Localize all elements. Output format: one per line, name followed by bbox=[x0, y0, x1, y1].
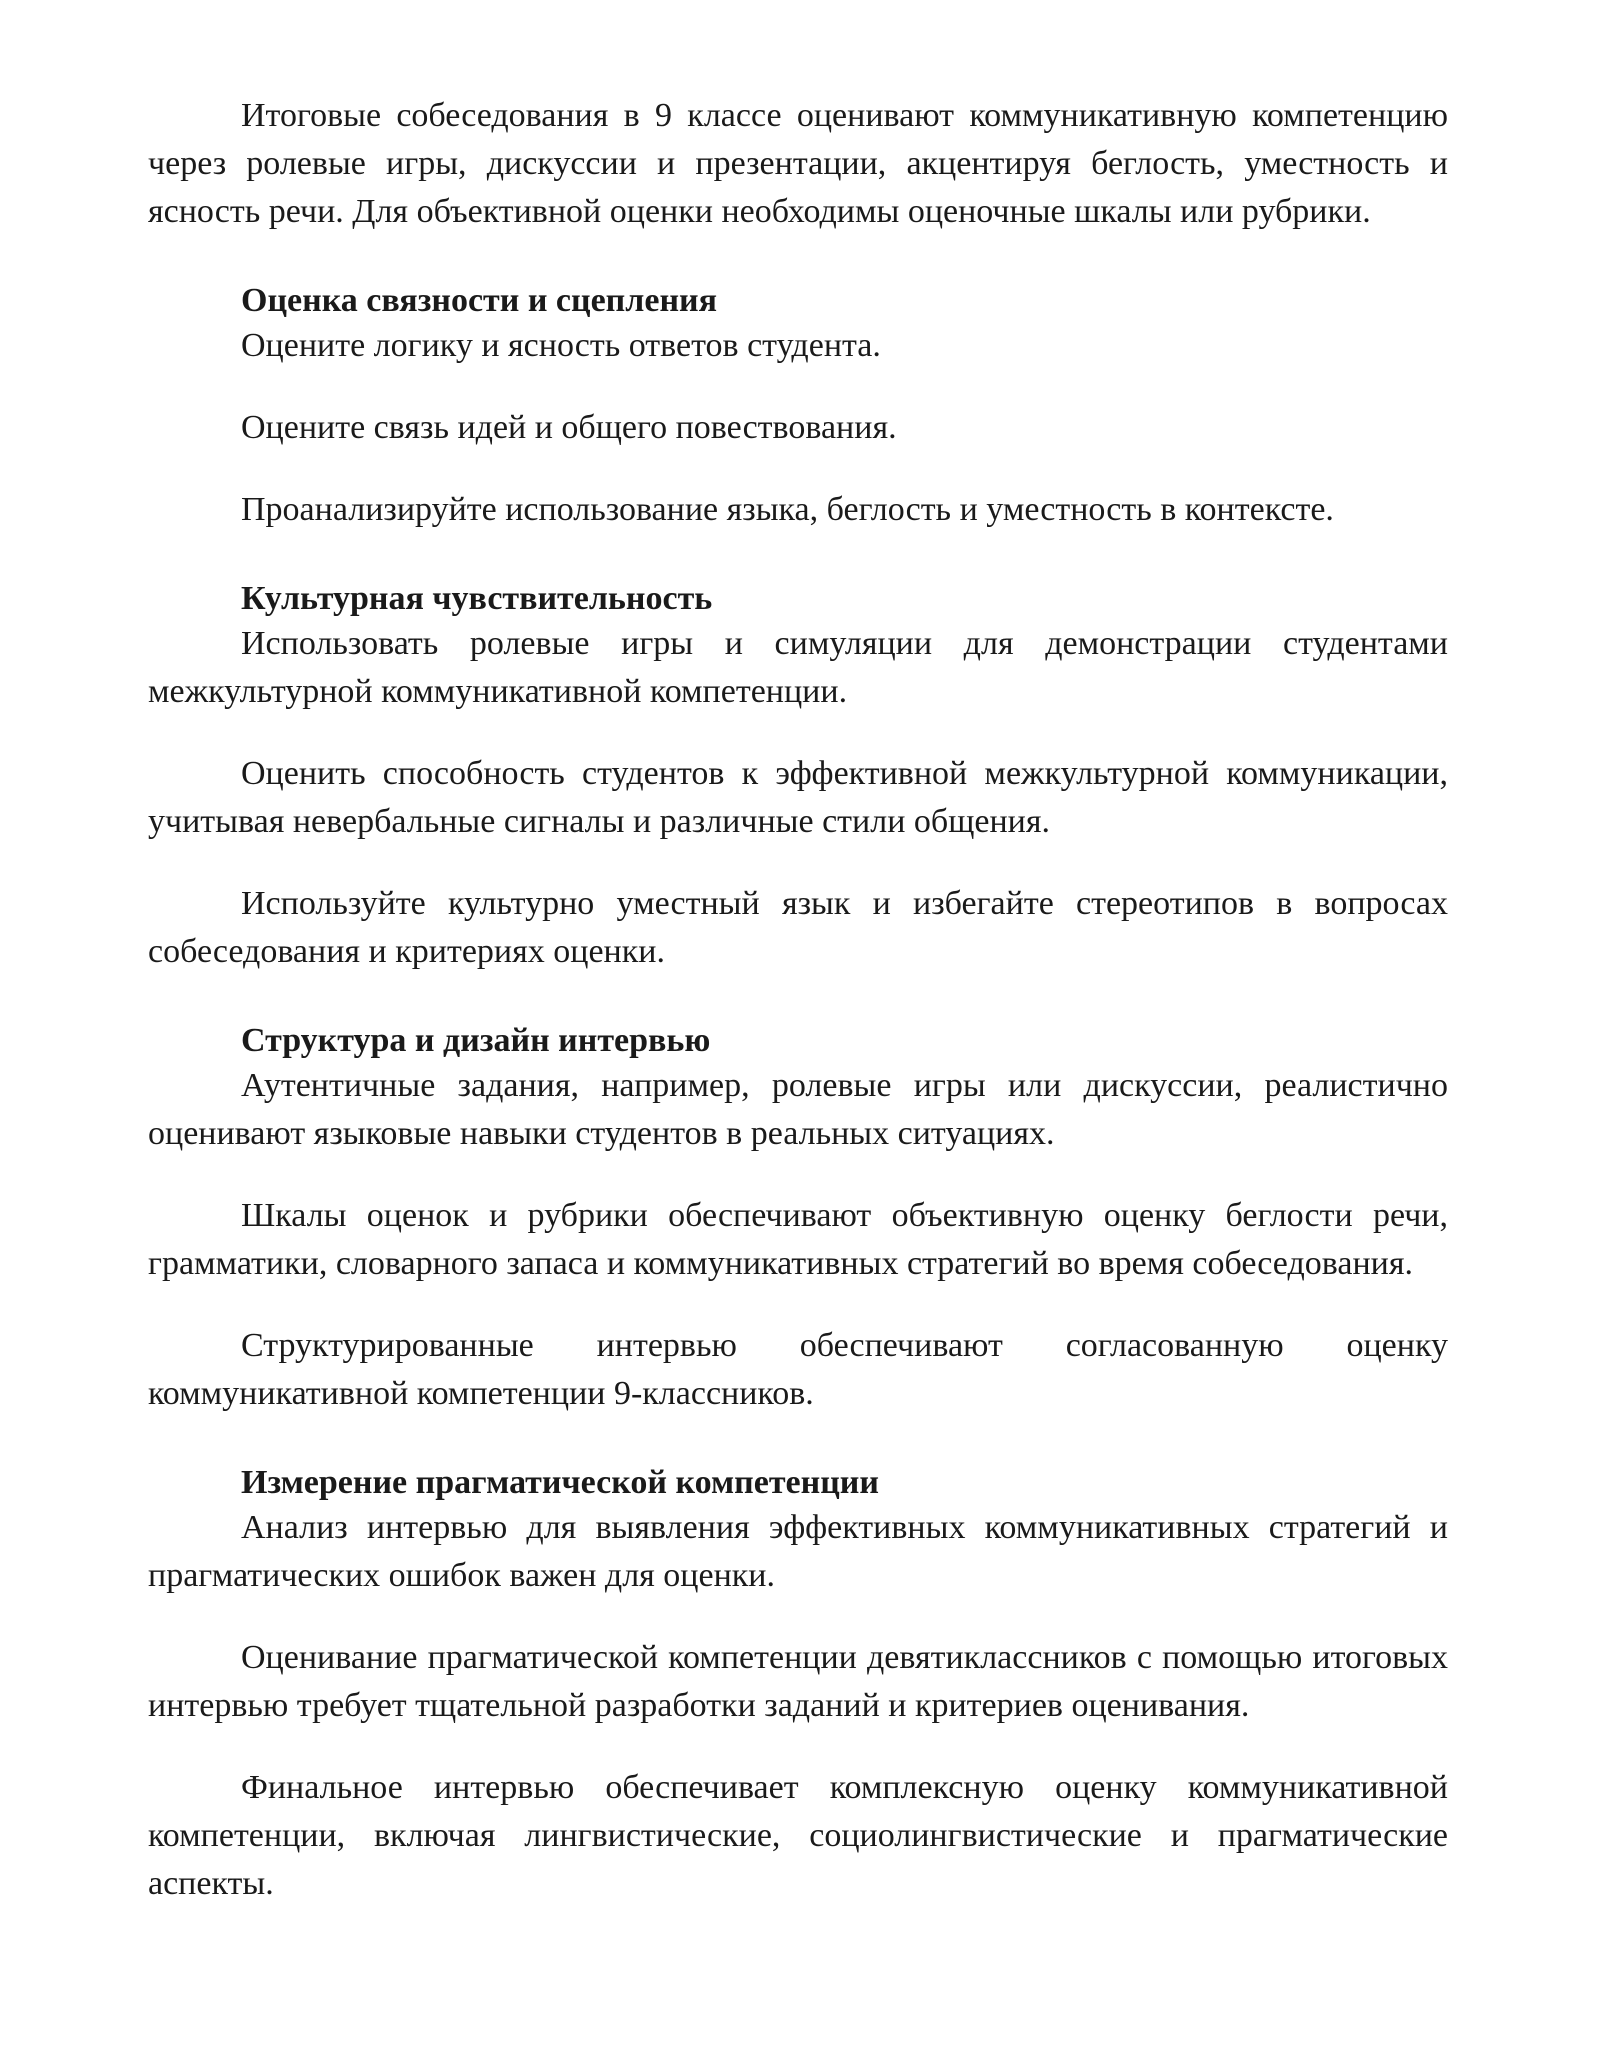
intro-paragraph: Итоговые собеседования в 9 классе оценивают коммуникативную компетенцию через ролевые игры, дискуссии и презентации, акцентируя беглость, уместность и ясность речи. Для объективной оценки необходимы оценочные шкалы или рубрики. bbox=[148, 97, 1448, 230]
section-interview-structure bbox=[148, 1020, 1448, 1418]
paragraph: Финальное интервью обеспечивает комплексную оценку коммуникативной компетенции, включая лингвистические, социолингвистические и прагматические аспекты. bbox=[148, 1769, 1448, 1902]
paragraph: Структурированные интервью обеспечивают согласованную оценку коммуникативной компетенции 9-классников. bbox=[148, 1327, 1448, 1412]
document-page bbox=[148, 92, 1448, 1908]
paragraph: Оценить способность студентов к эффективной межкультурной коммуникации, учитывая невербальные сигналы и различные стили общения. bbox=[148, 755, 1448, 840]
paragraph: Используйте культурно уместный язык и избегайте стереотипов в вопросах собеседования и критериях оценки. bbox=[148, 885, 1448, 970]
section-heading: Измерение прагматической компетенции bbox=[241, 1464, 879, 1501]
paragraph: Оцените логику и ясность ответов студента. bbox=[241, 327, 881, 364]
section-heading: Культурная чувствительность bbox=[241, 580, 713, 617]
paragraph: Оцените связь идей и общего повествования. bbox=[241, 409, 897, 446]
paragraph: Использовать ролевые игры и симуляции для демонстрации студентами межкультурной коммуникативной компетенции. bbox=[148, 625, 1448, 710]
paragraph: Оценивание прагматической компетенции девятиклассников с помощью итоговых интервью требует тщательной разработки заданий и критериев оценивания. bbox=[148, 1639, 1448, 1724]
section-heading: Оценка связности и сцепления bbox=[241, 282, 718, 319]
paragraph: Шкалы оценок и рубрики обеспечивают объективную оценку беглости речи, грамматики, словарного запаса и коммуникативных стратегий во время собеседования. bbox=[148, 1197, 1448, 1282]
section-cultural-sensitivity bbox=[148, 578, 1448, 976]
paragraph: Аутентичные задания, например, ролевые игры или дискуссии, реалистично оценивают языковые навыки студентов в реальных ситуациях. bbox=[148, 1067, 1448, 1152]
section-pragmatic-competence bbox=[148, 1462, 1448, 1908]
paragraph: Анализ интервью для выявления эффективных коммуникативных стратегий и прагматических ошибок важен для оценки. bbox=[148, 1509, 1448, 1594]
section-coherence bbox=[148, 280, 1448, 534]
paragraph: Проанализируйте использование языка, беглость и уместность в контексте. bbox=[241, 491, 1334, 528]
section-heading: Структура и дизайн интервью bbox=[241, 1022, 711, 1059]
